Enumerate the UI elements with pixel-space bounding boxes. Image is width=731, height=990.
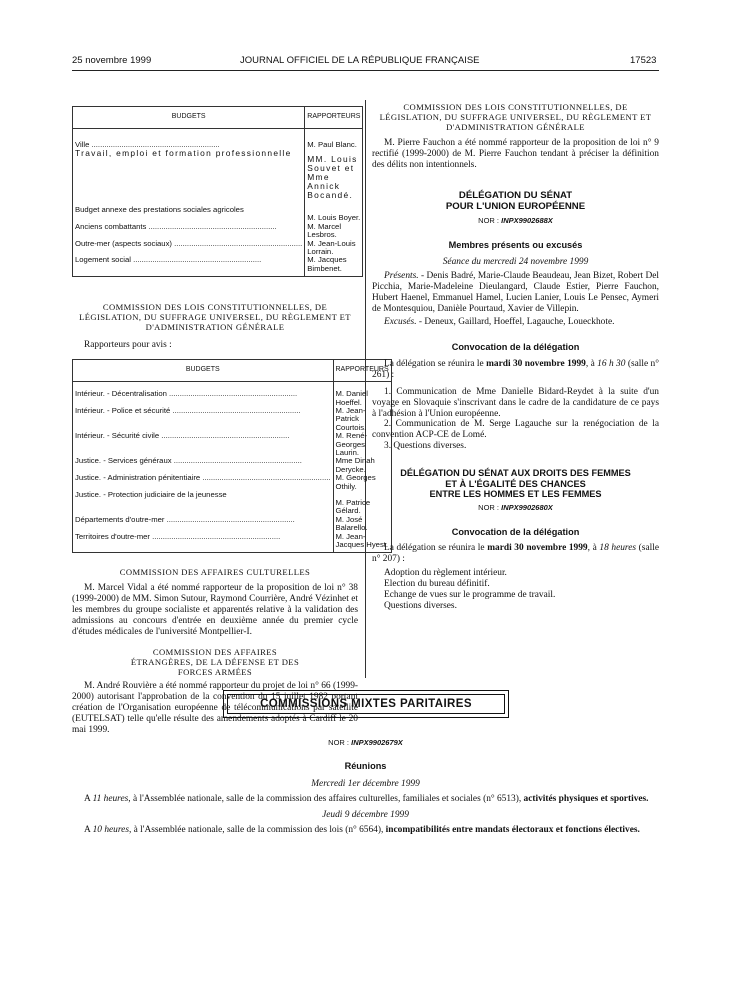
table2-rapporteur: M. Jean-Patrick Courtois.	[335, 405, 367, 432]
table1-rapporteur: MM. Louis Souvet et Mme Annick Bocandé.	[307, 154, 358, 201]
header-rule	[72, 70, 659, 71]
table2-budget: Justice. - Services généraux	[75, 457, 172, 466]
convocation-2-item: Questions diverses.	[384, 600, 457, 611]
journal-title: JOURNAL OFFICIEL DE LA RÉPUBLIQUE FRANÇAISE	[240, 55, 480, 66]
table1-rapporteur: M. Paul Blanc.	[307, 140, 357, 149]
commissions-mixtes-banner	[223, 690, 509, 718]
reunion-date-1: Mercredi 1er décembre 1999	[311, 778, 420, 789]
table2-budget: Justice. - Protection judiciaire de la jeunesse	[75, 490, 227, 500]
banner-title: COMMISSIONS MIXTES PARITAIRES	[260, 698, 472, 710]
right-column	[372, 102, 659, 612]
convocation-1-item: 3. Questions diverses.	[384, 441, 467, 452]
delegation-ue-title-line1: DÉLÉGATION DU SÉNAT	[458, 189, 573, 201]
convocation-2-item: Election du bureau définitif.	[384, 579, 490, 590]
table1-budget: Outre-mer (aspects sociaux)	[75, 239, 172, 248]
page-number: 17523	[630, 55, 657, 66]
commission-lois-heading: COMMISSION DES LOIS CONSTITUTIONNELLES, DE LÉGISLATION, DU SUFFRAGE UNIVERSEL, DU RÈGLEMENT ET D'ADMINISTRATION GÉNÉRALE	[79, 302, 351, 333]
table2-col-budgets: BUDGETS	[73, 360, 334, 382]
excuses-list: Excusés. - Deneux, Gaillard, Hoeffel, Lagauche, Loueckhote.	[384, 317, 615, 328]
bottom-section	[72, 738, 659, 835]
table1-rapporteur: M. Jean-Louis Lorrain.	[307, 238, 356, 257]
membres-heading: Membres présents ou excusés	[448, 239, 583, 250]
delegation-femmes-line2: ET À L'ÉGALITÉ DES CHANCES	[445, 478, 586, 489]
table2-rapporteur: M. Jean-Jacques Hyest.	[335, 531, 389, 550]
table1-budget: Travail, emploi et formation professionnelle	[75, 148, 292, 159]
table1-budget: Anciens combattants	[75, 222, 147, 231]
table2-rapporteur: M. José Balarello.	[335, 514, 368, 533]
delegation-femmes-line3: ENTRE LES HOMMES ET LES FEMMES	[429, 489, 602, 500]
table2-budget: Justice. - Administration pénitentiaire	[75, 474, 201, 483]
table1-rapporteur: M. Marcel Lesbros.	[307, 221, 342, 240]
budgets-table-2	[72, 359, 392, 553]
table2-rapporteur: M. Patrice Gélard.	[335, 498, 371, 516]
convocation-1-item: 1. Communication de Mme Danielle Bidard-Reydet à la suite d'un voyage en Slovaquie s'inscrivant dans le cadre de la candidature de ce pays à l'adhésion à l'Union européenne.	[372, 386, 659, 419]
header-date: 25 novembre 1999	[72, 55, 152, 66]
convocation-2-item: Adoption du règlement intérieur.	[384, 568, 507, 579]
affaires-etrangeres-text: M. André Rouvière a été nommé rapporteur du projet de loi n° 66 (1999-2000) autorisant l'approbation de la convention du 15 juillet 1982 portant création de l'Organisation européenne de télécommunications par satellite (EUTELSAT) telle qu'elle résulte des amendements adoptés à Cardiff le 20 mai 1999.	[72, 681, 358, 735]
commission-lois-heading-right: COMMISSION DES LOIS CONSTITUTIONNELLES, DE LÉGISLATION, DU SUFFRAGE UNIVERSEL, DU RÈGLEMENT ET D'ADMINISTRATION GÉNÉRALE	[379, 102, 652, 132]
reunion-text-2: A 10 heures, à l'Assemblée nationale, salle de la commission des lois (n° 6564), incompatibilités entre mandats électoraux et fonctions électives.	[84, 824, 640, 835]
table1-budget: Ville	[75, 141, 90, 149]
table1-col-rapporteurs: RAPPORTEURS	[305, 107, 363, 129]
table1-budget: Logement social	[75, 256, 131, 265]
table2-col-rapporteurs: RAPPORTEURS	[333, 360, 391, 382]
convocation-2-item: Echange de vues sur le programme de travail.	[384, 590, 556, 601]
reunions-heading: Réunions	[344, 760, 387, 771]
table1-rapporteur: M. Jacques Bimbenet.	[307, 255, 347, 273]
convocation-heading-2: Convocation de la délégation	[451, 526, 580, 537]
convocation-1-text: La délégation se réunira le mardi 30 novembre 1999, à 16 h 30 (salle n° 261) :	[372, 358, 659, 380]
table1-rapporteur: M. Louis Boyer.	[307, 213, 361, 223]
convocation-1-item: 2. Communication de M. Serge Lagauche sur la renégociation de la convention ACP-CE de Lomé.	[372, 419, 659, 441]
rapporteurs-avis-label: Rapporteurs pour avis :	[84, 340, 172, 351]
reunion-text-1: A 11 heures, à l'Assemblée nationale, salle de la commission des affaires culturelles, familiales et sociales (n° 6513), activités physiques et sportives.	[84, 793, 649, 804]
budgets-table-1	[72, 106, 363, 277]
affaires-culturelles-heading: COMMISSION DES AFFAIRES CULTURELLES	[119, 567, 311, 578]
affaires-etrangeres-heading: COMMISSION DES AFFAIRES ÉTRANGÈRES, DE LA DÉFENSE ET DES FORCES ARMÉES	[130, 647, 300, 677]
table2-budget: Intérieur. - Décentralisation	[75, 390, 167, 399]
delegation-femmes-line1: DÉLÉGATION DU SÉNAT AUX DROITS DES FEMMES	[400, 468, 631, 479]
nor-reference-2: NOR : INPX9902680X	[478, 502, 553, 512]
table2-rapporteur: M. Daniel Hoeffel.	[335, 389, 368, 407]
delegation-ue-title-line2: POUR L'UNION EUROPÉENNE	[445, 200, 586, 212]
table2-rapporteur: Mme Dinah Derycke.	[335, 456, 375, 474]
fauchon-text: M. Pierre Fauchon a été nommé rapporteur de la proposition de loi n° 9 rectifié (1999-2000) de M. Pierre Fauchon tendant à préciser la définition des délits non intentionnels.	[372, 138, 659, 170]
table2-budget: Intérieur. - Sécurité civile	[75, 432, 160, 441]
table2-budget: Départements d'outre-mer	[75, 515, 165, 524]
table2-budget: Intérieur. - Police et sécurité	[75, 406, 171, 415]
table2-budget: Territoires d'outre-mer	[75, 532, 150, 541]
reunion-date-2: Jeudi 9 décembre 1999	[322, 809, 409, 820]
convocation-heading-1: Convocation de la délégation	[451, 341, 580, 352]
affaires-culturelles-text: M. Marcel Vidal a été nommé rapporteur de la proposition de loi n° 38 (1999-2000) de MM. Simon Sutour, Raymond Courrière, André Vézinhet et les membres du groupe socialiste et apparentés relative à la validation des admissions au concours d'entrée en deuxième année du premier cycle d'études médicales de l'université Montpellier-I.	[72, 583, 358, 638]
table1-col-budgets: BUDGETS	[73, 107, 305, 129]
seance-date: Séance du mercredi 24 novembre 1999	[442, 256, 589, 267]
nor-reference-3: NOR : INPX9902679X	[328, 738, 403, 747]
presents-list: Présents. - Denis Badré, Marie-Claude Beaudeau, Jean Bizet, Robert Del Picchia, Marie-Madeleine Dieulangard, Claude Estier, Pierre Fauchon, Hubert Haenel, Emmanuel Hamel, Lucien Lanier, Louis Le Pensec, Aymeri de Montesquiou, Danièle Pourtaud, Xavier de Villepin.	[372, 271, 659, 315]
table2-rapporteur: M. Georges Othily.	[335, 473, 376, 491]
table1-budget: Budget annexe des prestations sociales agricoles	[75, 205, 244, 215]
table2-rapporteur: M. René-Georges Laurin.	[335, 431, 368, 457]
convocation-2-text: La délégation se réunira le mardi 30 novembre 1999, à 18 heures (salle n° 207) :	[372, 543, 659, 565]
nor-reference-1: NOR : INPX9902688X	[478, 215, 553, 225]
